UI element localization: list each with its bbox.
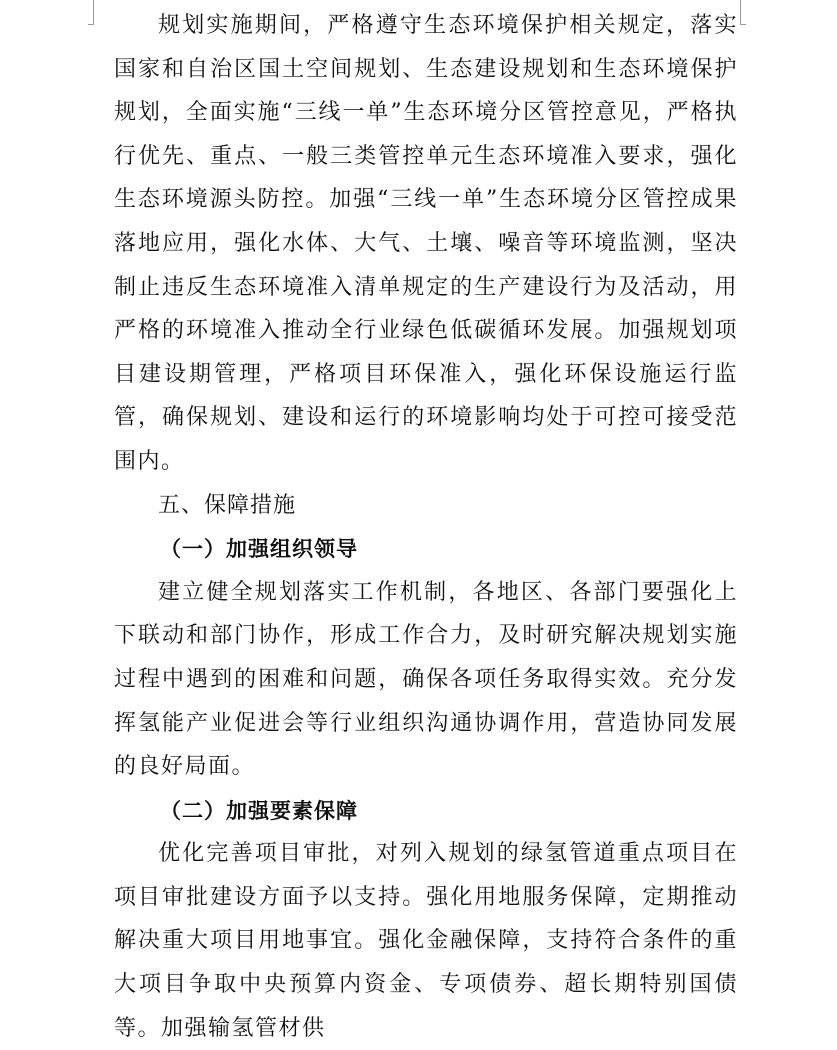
section-heading-safeguards: 五、保障措施: [158, 492, 297, 518]
subsection-heading-resources: （二）加强要素保障: [160, 797, 358, 823]
resource-guarantee-paragraph: 优化完善项目审批，对列入规划的绿氢管道重点项目在项目审批建设方面予以支持。强化用地服务保障，定期推动解决重大项目用地事宜。强化金融保障，支持符合条件的重大项目争取中央预算内资金、专项债券、超长期特别国债等。加强输氢管材供: [114, 841, 738, 1041]
document-body: [114, 4, 738, 1050]
environment-protection-paragraph: 规划实施期间，严格遵守生态环境保护相关规定，落实国家和自治区国土空间规划、生态建设规划和生态环境保护规划，全面实施“三线一单”生态环境分区管控意见，严格执行优先、重点、一般三类管控单元生态环境准入要求，强化生态环境源头防控。加强“三线一单”生态环境分区管控成果落地应用，强化水体、大气、土壤、噪音等环境监测，坚决制止违反生态环境准入清单规定的生产建设行为及活动，用严格的环境准入推动全行业绿色低碳循环发展。加强规划项目建设期管理，严格项目环保准入，强化环保设施运行监管，确保规划、建设和运行的环境影响均处于可控可接受范围内。: [114, 13, 738, 474]
page-corner-mark-right-horizontal: [740, 24, 746, 25]
page-corner-mark-left: [92, 0, 94, 24]
page-corner-mark-right: [740, 0, 742, 24]
organization-leadership-paragraph: 建立健全规划落实工作机制，各地区、各部门要强化上下联动和部门协作，形成工作合力，及时研究解决规划实施过程中遇到的困难和问题，确保各项任务取得实效。充分发挥氢能产业促进会等行业组织沟通协调作用，营造协同发展的良好局面。: [114, 579, 738, 780]
subsection-heading-organization: （一）加强组织领导: [160, 536, 358, 562]
page-corner-mark-left-horizontal: [88, 24, 94, 25]
